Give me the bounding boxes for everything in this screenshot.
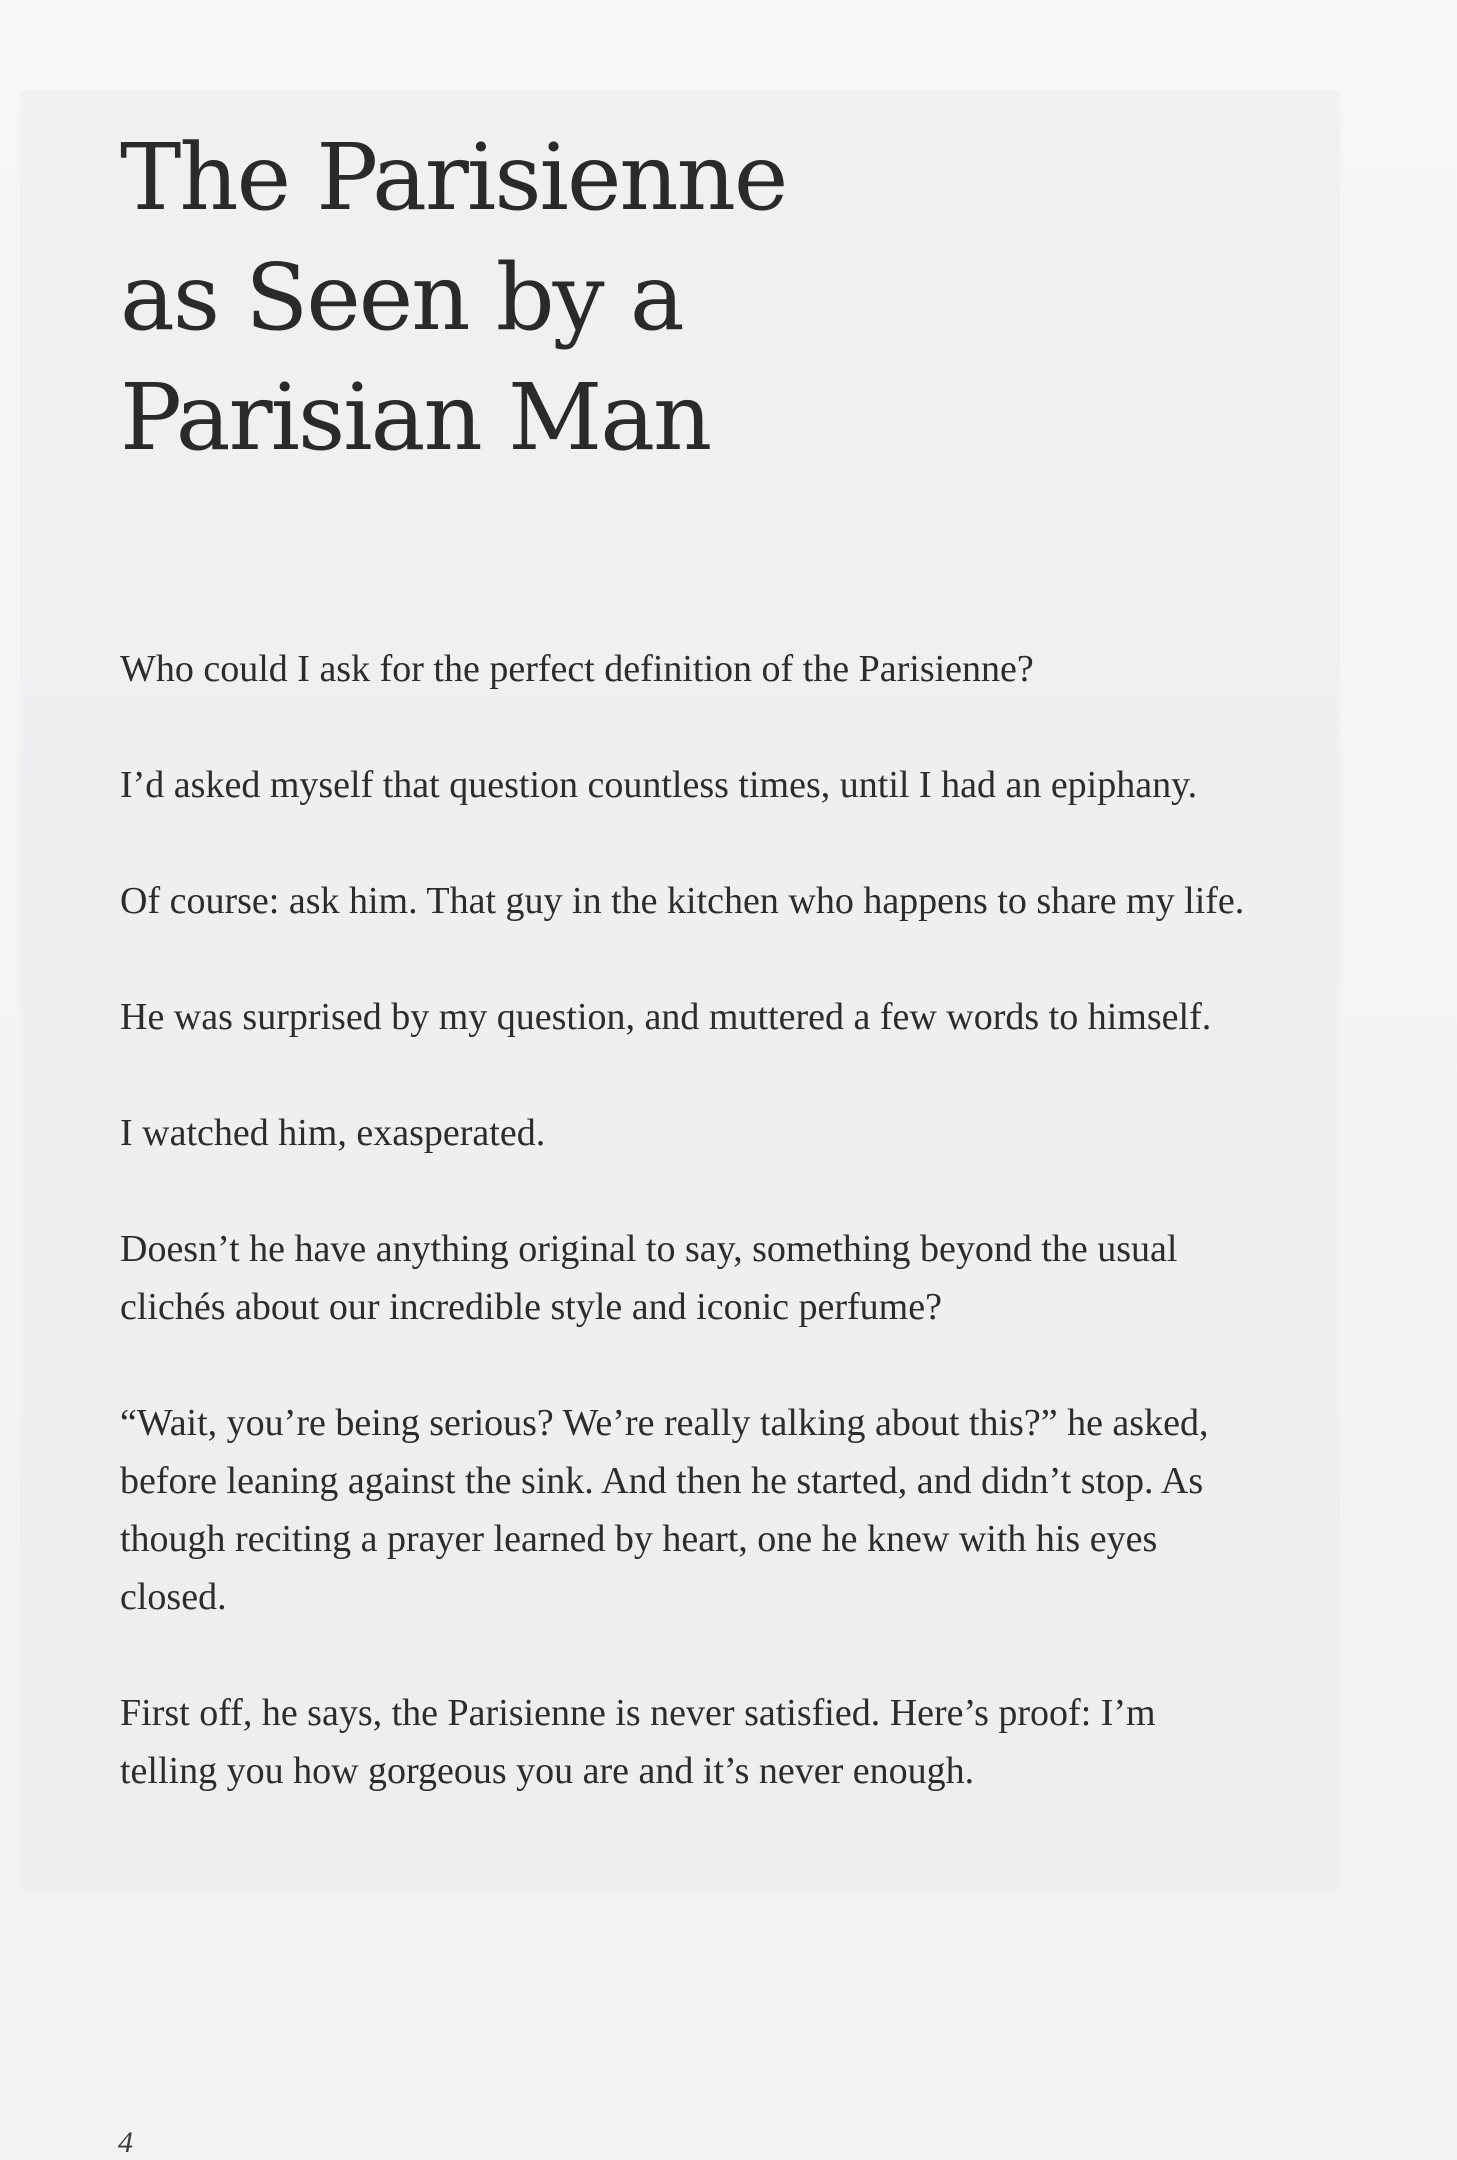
title-line-3: Parisian Man [120, 364, 711, 471]
paragraph-5: I watched him, exasperated. [120, 1112, 546, 1154]
page-number: 4 [118, 2126, 133, 2159]
paragraph-3: Of course: ask him. That guy in the kitchen who happens to share my life. [120, 880, 1245, 922]
paragraph-4: He was surprised by my question, and muttered a few words to himself. [120, 996, 1212, 1038]
paragraph-6: Doesn’t he have anything original to say, something beyond the usual clichés about our incredible style and iconic perfume? [120, 1228, 1178, 1328]
chapter-body [120, 640, 1260, 1858]
paragraph-8: First off, he says, the Parisienne is never satisfied. Here’s proof: I’m telling you how gorgeous you are and it’s never enough. [120, 1692, 1156, 1792]
title-line-1: The Parisienne [120, 124, 787, 231]
paragraph-2: I’d asked myself that question countless times, until I had an epiphany. [120, 764, 1198, 806]
paragraph-7: “Wait, you’re being serious? We’re really talking about this?” he asked, before leaning against the sink. And then he started, and didn’t stop. As though reciting a prayer learned by heart, one he knew with his eyes closed. [120, 1402, 1209, 1618]
chapter-title [120, 118, 786, 478]
title-line-2: as Seen by a [120, 244, 683, 351]
paragraph-1: Who could I ask for the perfect definition of the Parisienne? [120, 648, 1034, 690]
